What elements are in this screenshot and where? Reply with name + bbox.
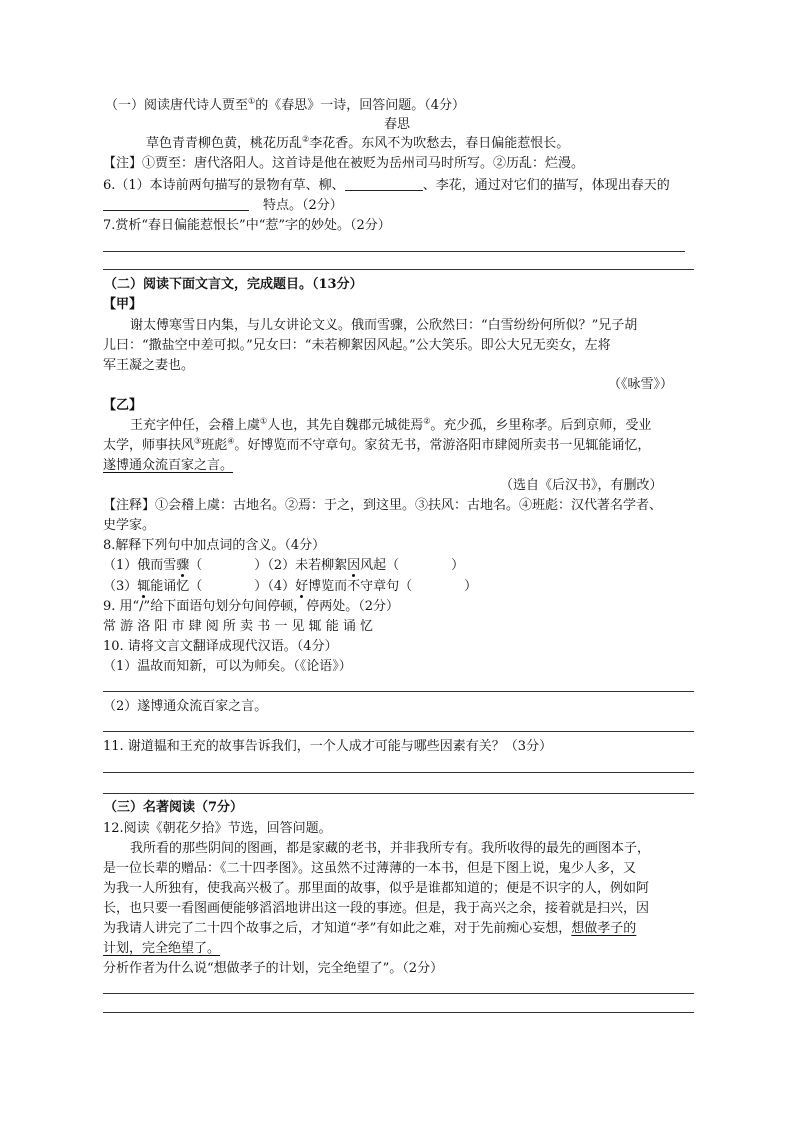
poem-title: 春思 — [384, 117, 411, 132]
yi-line-3-underlined: 遂博通众流百家之言。 — [103, 458, 234, 473]
sec3-heading: （三）名著阅读（7分） — [104, 800, 244, 815]
answer-line[interactable] — [103, 993, 694, 994]
annotation-line-1: 【注释】①会稽上虞：古地名。②焉：于之，到这里。③扶风：古地名。④班彪：汉代著名学者、 — [103, 498, 663, 513]
question-8-items-3-4: （3）辄能诵忆（ ）（4）好博览而不守章句（ ） — [103, 579, 478, 594]
question-10-1: （1）温故而知新，可以为师矣。（《论语》） — [103, 659, 352, 674]
text-jia-label: 【甲】 — [103, 297, 143, 312]
answer-line[interactable] — [103, 1012, 694, 1013]
passage-line-5: 为我请人讲完了二十四个故事之后，才知道“孝”有如此之难，对于先前痴心妄想，想做孝子的 — [103, 921, 637, 936]
question-9: 9. 用“/”给下面语句划分句间停顿，停两处。（2分） — [103, 599, 399, 614]
annotation-line-2: 史学家。 — [103, 518, 156, 533]
question-7: 7.赏析“春日偏能惹恨长”中“惹”字的妙处。（2分） — [103, 218, 391, 233]
passage-line-4: 长，也只要一看图画便能够滔滔地讲出这一段的事迹。但是，我于高兴之余，接着就是扫兴，因 — [103, 901, 650, 916]
question-10: 10. 请将文言文翻译成现代汉语。（4分） — [103, 639, 338, 654]
sec2-heading: （二）阅读下面文言文，完成题目。（13分） — [104, 277, 363, 292]
jia-source: （《咏雪》） — [608, 377, 674, 392]
passage-line-3: 为我一人所独有，使我高兴极了。那里面的故事，似乎是谁都知道的；便是不识字的人，例如阿 — [103, 881, 650, 896]
answer-blank[interactable] — [345, 177, 423, 191]
yi-line-2: 太学，师事扶风③班彪④。好博览而不守章句。家贫无书，常游洛阳市肆阅所卖书一见辄能诵忆， — [103, 436, 651, 453]
poem-note: 【注】①贾至：唐代洛阳人。这首诗是他在被贬为岳州司马时所写。②历乱：烂漫。 — [103, 156, 585, 171]
sec1-heading: （一）阅读唐代诗人贾至①的《春思》一诗，回答问题。（4分） — [105, 96, 465, 113]
answer-line[interactable] — [103, 731, 694, 732]
question-6: 6.（1）本诗前两句描写的景物有草、柳、 、李花，通过对它们的描写，体现出春天的 — [103, 178, 670, 193]
passage-line-1: 我所看的那些阴间的图画，都是家藏的老书，并非我所专有。我所收得的最先的画图本子， — [130, 841, 651, 856]
jia-line-2: 儿曰：“撒盐空中差可拟。”兄女曰：“未若柳絮因风起。”公大笑乐。即公大兄无奕女，左将 — [103, 338, 611, 353]
jia-line-1: 谢太傅寒雪日内集，与儿女讲论文义。俄而雪骤，公欣然曰：“白雪纷纷何所似？”兄子胡 — [130, 318, 638, 333]
section-divider — [103, 793, 694, 794]
poem-text: 草色青青柳色黄，桃花历乱②李花香。东风不为吹愁去，春日偏能惹恨长。 — [146, 134, 570, 151]
answer-line[interactable] — [103, 251, 685, 252]
question-8-items-1-2: （1）俄而雪骤（ ）（2）未若柳絮因风起（ ） — [103, 558, 465, 573]
text-yi-label: 【乙】 — [103, 398, 143, 413]
answer-line[interactable] — [103, 772, 694, 773]
jia-line-3: 军王凝之妻也。 — [103, 358, 195, 373]
answer-blank[interactable] — [103, 197, 249, 211]
question-9-text[interactable]: 常 游 洛 阳 市 肆 阅 所 卖 书 一 见 辄 能 诵 忆 — [103, 619, 373, 634]
answer-line[interactable] — [103, 691, 694, 692]
question-12: 12.阅读《朝花夕拾》节选，回答问题。 — [103, 821, 332, 836]
passage-line-2: 是一位长辈的赠品：《二十四孝图》。这虽然不过薄薄的一本书，但是下图上说，鬼少人多，又 — [103, 861, 637, 876]
passage-line-6-underlined: 计划，完全绝望了。 — [103, 941, 221, 956]
yi-line-1: 王充字仲任，会稽上虞①人也，其先自魏郡元城徙焉②。充少孤，乡里称孝。后到京师，受业 — [130, 416, 652, 433]
question-11: 11. 谢道韫和王充的故事告诉我们，一个人成才可能与哪些因素有关？（3分） — [103, 739, 553, 754]
question-10-2: （2）遂博通众流百家之言。 — [103, 699, 268, 714]
question-6-cont: 特点。（2分） — [103, 197, 343, 214]
yi-source: （选自《后汉书》，有删改） — [500, 478, 663, 493]
final-question: 分析作者为什么说“想做孝子的计划，完全绝望了”。（2分） — [103, 961, 444, 976]
section-divider — [103, 269, 694, 270]
question-8: 8.解释下列句中加点词的含义。（4分） — [103, 538, 326, 553]
